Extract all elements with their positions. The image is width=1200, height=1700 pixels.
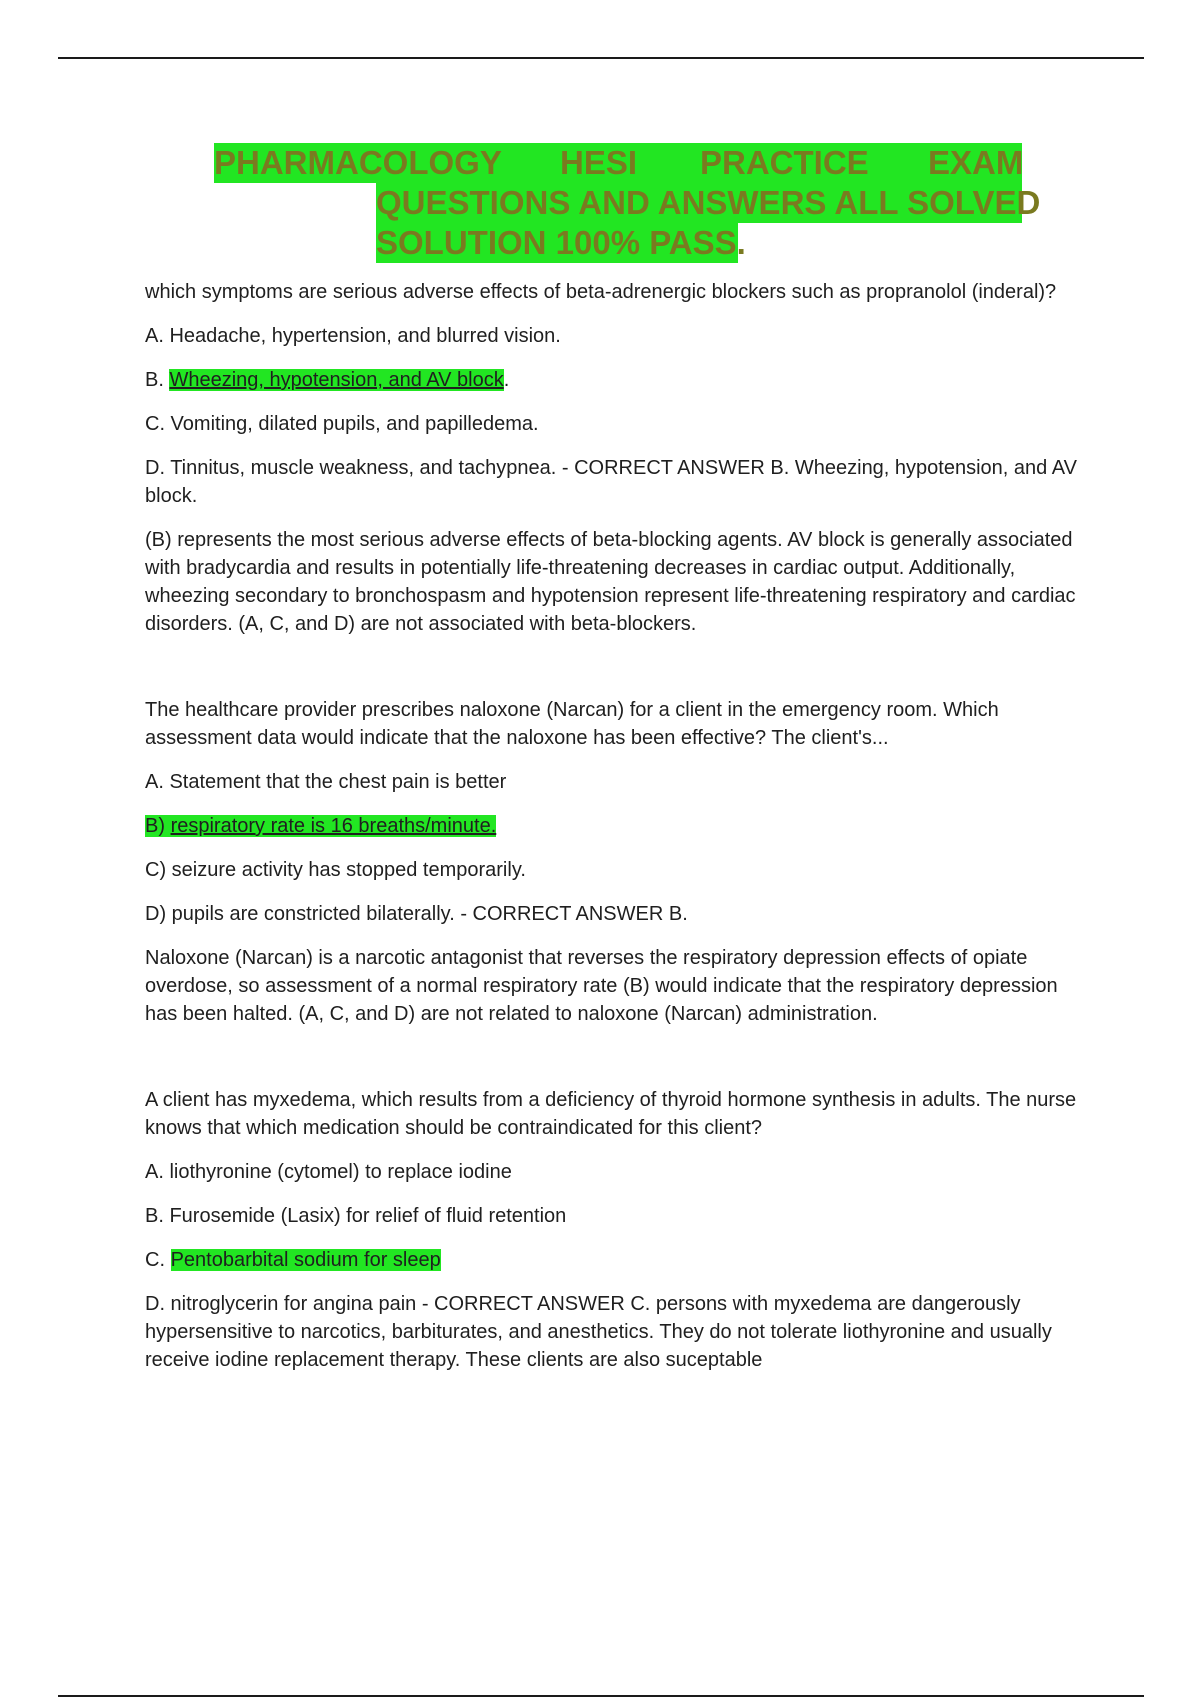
title-line-1 bbox=[214, 143, 1022, 183]
footer-rule bbox=[58, 1695, 1144, 1697]
correct-answer-highlight: Pentobarbital sodium for sleep bbox=[170, 1249, 441, 1271]
question-spacer bbox=[145, 654, 1085, 696]
q1-option-d: D. Tinnitus, muscle weakness, and tachypnea. - CORRECT ANSWER B. Wheezing, hypotension, and AV block. bbox=[145, 457, 1077, 507]
title-word: PRACTICE bbox=[700, 144, 869, 181]
question-spacer bbox=[145, 1044, 1085, 1086]
q3-option-d: D. nitroglycerin for angina pain - CORRECT ANSWER C. persons with myxedema are dangerously hypersensitive to narcotics, barbiturates, and anesthetics. They do not tolerate liothyronine and usually receive iodine replacement therapy. These clients are also suceptable bbox=[145, 1293, 1052, 1371]
q3-option-a: A. liothyronine (cytomel) to replace iodine bbox=[145, 1161, 512, 1183]
option-letter: C. bbox=[145, 1249, 171, 1271]
q2-option-d: D) pupils are constricted bilaterally. - CORRECT ANSWER B. bbox=[145, 903, 688, 925]
question-2-text: The healthcare provider prescribes naloxone (Narcan) for a client in the emergency room. Which assessment data would indicate that the naloxone has been effective? The client's... bbox=[145, 699, 999, 749]
q1-option-b bbox=[145, 366, 1085, 394]
title-line-2: QUESTIONS AND ANSWERS ALL SOLVED bbox=[376, 184, 1041, 221]
question-3-text: A client has myxedema, which results from a deficiency of thyroid hormone synthesis in adults. The nurse knows that which medication should be contraindicated for this client? bbox=[145, 1089, 1077, 1139]
title-word: HESI bbox=[560, 144, 638, 181]
option-letter: B. bbox=[145, 369, 170, 391]
q1-rationale: (B) represents the most serious adverse effects of beta-blocking agents. AV block is generally associated with bradycardia and results in potentially life-threatening decreases in cardiac output. Additionally, wheezing secondary to bronchospasm and hypotension represent life-threatening respiratory and cardiac disorders. (A, C, and D) are not associated with beta-blockers. bbox=[145, 529, 1076, 635]
title-word: PHARMACOLOGY bbox=[214, 144, 502, 181]
correct-answer-highlight: Wheezing, hypotension, and AV block bbox=[169, 369, 504, 391]
q3-option-c bbox=[145, 1246, 1085, 1274]
q1-option-a: A. Headache, hypertension, and blurred vision. bbox=[145, 325, 561, 347]
q2-option-c: C) seizure activity has stopped temporarily. bbox=[145, 859, 526, 881]
title-word: EXAM bbox=[928, 144, 1024, 181]
document-body bbox=[145, 278, 1085, 1390]
header-rule bbox=[58, 57, 1144, 59]
q2-option-b bbox=[145, 812, 1085, 840]
q1-option-c: C. Vomiting, dilated pupils, and papilledema. bbox=[145, 413, 539, 435]
option-suffix: . bbox=[503, 369, 510, 391]
question-1-text: which symptoms are serious adverse effects of beta-adrenergic blockers such as propranolol (inderal)? bbox=[145, 281, 1057, 303]
option-letter: B) bbox=[145, 815, 171, 837]
q3-option-b: B. Furosemide (Lasix) for relief of fluid retention bbox=[145, 1205, 567, 1227]
q2-rationale: Naloxone (Narcan) is a narcotic antagonist that reverses the respiratory depression effects of opiate overdose, so assessment of a normal respiratory rate (B) would indicate that the respiratory depression has been halted. (A, C, and D) are not related to naloxone (Narcan) administration. bbox=[145, 947, 1058, 1025]
title-line-3: SOLUTION 100% PASS. bbox=[376, 224, 746, 261]
correct-answer-highlight: respiratory rate is 16 breaths/minute. bbox=[170, 815, 497, 837]
q2-option-a: A. Statement that the chest pain is better bbox=[145, 771, 507, 793]
